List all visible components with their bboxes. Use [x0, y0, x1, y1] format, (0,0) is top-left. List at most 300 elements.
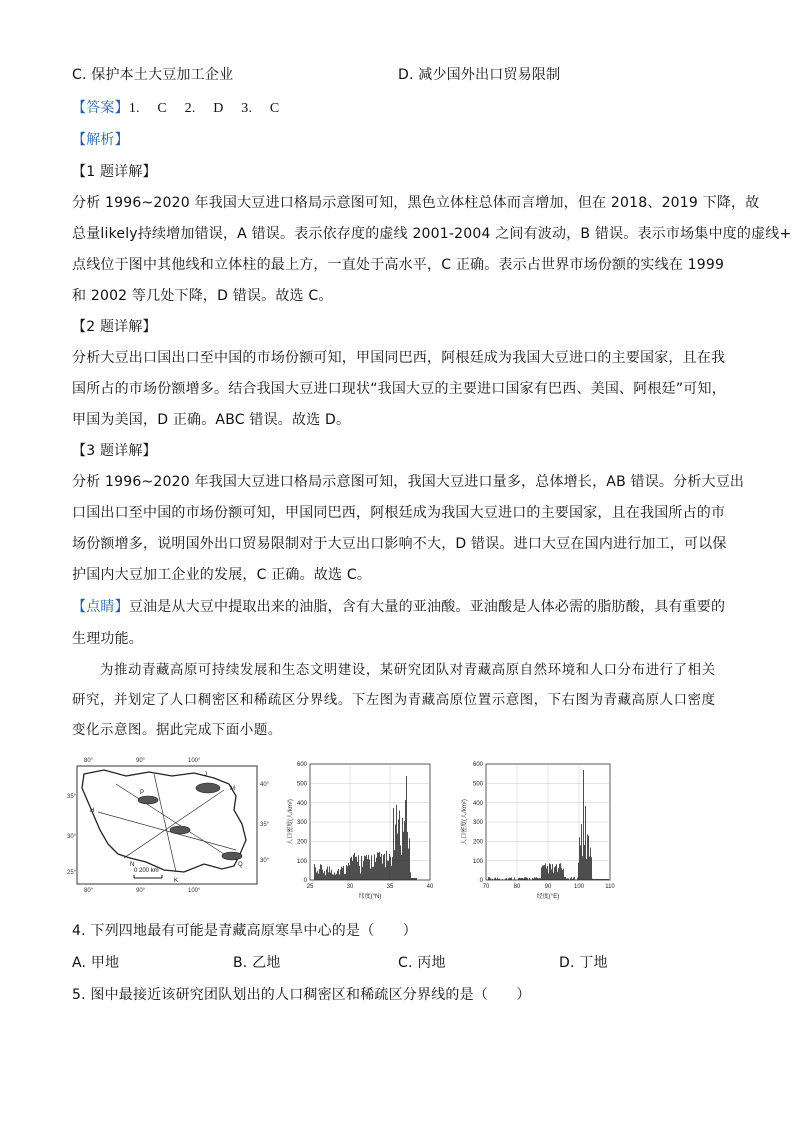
map-right-lat: 40° [260, 782, 270, 788]
density-bar [600, 879, 601, 880]
x-axis-label: 经度(°E) [536, 894, 560, 900]
map-letter: M [230, 786, 235, 792]
density-bar [543, 865, 544, 880]
density-bar [390, 857, 391, 880]
density-bar [401, 855, 402, 880]
density-bar [334, 872, 335, 880]
density-bar [599, 879, 600, 880]
tip-line-2: 生理功能。 [72, 631, 143, 647]
density-bar [490, 878, 491, 880]
density-bar [355, 857, 356, 880]
density-bar [553, 873, 554, 880]
map-bottom-lon: 90° [136, 888, 146, 894]
density-bar [384, 854, 385, 880]
density-bar [316, 873, 317, 880]
x-tick: 100 [573, 884, 585, 890]
density-bar [354, 853, 355, 880]
density-bar [552, 864, 553, 880]
q2-heading: 【2 题详解】 [72, 319, 157, 335]
density-bar [548, 873, 549, 880]
map-top-lon: 90° [136, 758, 146, 764]
density-bar [335, 875, 336, 880]
density-bar [546, 869, 547, 880]
density-bar [337, 871, 338, 880]
y-tick: 500 [296, 781, 307, 788]
y-tick: 0 [479, 878, 483, 884]
density-bar [318, 874, 319, 880]
density-bar [375, 862, 376, 880]
density-bar [416, 878, 417, 880]
density-bar [351, 857, 352, 880]
q4-option-b[interactable]: B. 乙地 [233, 955, 281, 971]
density-bar [391, 866, 392, 880]
density-bar [544, 865, 545, 880]
density-bar [336, 874, 337, 880]
density-bar [568, 878, 569, 880]
y-tick: 500 [472, 781, 483, 788]
option-c: C. 保护本土大豆加工企业 [72, 67, 234, 83]
density-bar [586, 859, 587, 880]
density-bar [559, 864, 560, 880]
x-tick: 90 [544, 884, 552, 890]
density-bar [380, 857, 381, 880]
density-bar [392, 857, 393, 880]
site-marker [196, 783, 220, 793]
density-bar [605, 879, 606, 880]
density-bar [496, 879, 497, 880]
analysis-label: 【解析】 [72, 132, 129, 148]
density-bar [530, 879, 531, 880]
density-bar [491, 879, 492, 880]
y-axis-label: 人口密度(人/km²) [288, 799, 294, 845]
density-bar [348, 863, 349, 880]
density-bar [342, 868, 343, 880]
tip-line-1 [72, 598, 725, 616]
density-bar [538, 878, 539, 880]
density-bar [488, 877, 489, 880]
density-bar [329, 866, 330, 880]
density-bar [527, 878, 528, 880]
density-bar [357, 862, 358, 880]
density-bar [529, 878, 530, 880]
density-bar [363, 861, 364, 880]
density-bar [566, 878, 567, 880]
density-bar [331, 870, 332, 880]
density-bar [356, 857, 357, 880]
density-bar [578, 863, 579, 880]
x-tick: 80 [513, 884, 521, 890]
density-bar [315, 867, 316, 880]
density-bar [328, 872, 329, 880]
density-bar [514, 878, 515, 880]
density-bar [382, 864, 383, 880]
density-bar [398, 819, 399, 880]
density-bar [408, 849, 409, 880]
density-bar [594, 879, 595, 880]
density-bar [526, 878, 527, 880]
density-bar [396, 805, 397, 880]
map-letter: H [90, 808, 95, 814]
density-bar [499, 878, 500, 880]
density-bar [349, 865, 350, 880]
density-bar [537, 878, 538, 880]
density-bar [378, 853, 379, 880]
density-bar [405, 800, 406, 880]
density-bar [573, 878, 574, 880]
q4-option-a[interactable]: A. 甲地 [72, 955, 120, 971]
density-bar [561, 868, 562, 880]
density-bar [606, 879, 607, 880]
density-bar [582, 856, 583, 880]
density-bar [369, 860, 370, 880]
density-bar [550, 864, 551, 880]
q2-line-2: 国所占的市场份额增多。结合我国大豆进口现状“我国大豆的主要进口国家有巴西、美国、阿根廷”可知， [72, 381, 726, 397]
density-bar [368, 855, 369, 880]
q1-line-1: 分析 1996~2020 年我国大豆进口格局示意图可知，黑色立体柱总体而言增加，但在 2018、2019 下降，故 [72, 195, 760, 211]
density-bar [577, 878, 578, 880]
density-bar [322, 870, 323, 880]
map-bottom-lon: 100° [188, 888, 201, 894]
density-bar [541, 867, 542, 880]
density-bar [492, 879, 493, 880]
density-bar [545, 863, 546, 880]
density-bar [397, 834, 398, 880]
density-bar [603, 879, 604, 880]
density-bar [534, 877, 535, 880]
map-left-lat: 25° [67, 870, 77, 876]
y-tick: 200 [296, 839, 307, 846]
density-bar [353, 855, 354, 880]
density-bar [388, 861, 389, 880]
q1-line-3: 点线位于图中其他线和立体柱的最上方，一直处于高水平，C 正确。表示占世界市场份额的实线在 1999 [72, 257, 725, 273]
map-letter: P [140, 790, 145, 796]
density-bar [574, 877, 575, 880]
density-bar [549, 863, 550, 880]
q3-line-1: 分析 1996~2020 年我国大豆进口格局示意图可知，我国大豆进口量多，总体增长，AB 错误。分析大豆出 [72, 474, 745, 490]
option-d: D. 减少国外出口贸易限制 [398, 67, 561, 83]
map-letter: Q [238, 862, 243, 868]
density-bar [562, 870, 563, 880]
density-bar [341, 867, 342, 880]
density-bar [540, 878, 541, 880]
density-bar [588, 836, 589, 880]
x-tick: 35 [386, 884, 394, 890]
density-bar [409, 838, 410, 880]
density-bar [394, 850, 395, 880]
density-bar [326, 869, 327, 880]
density-bar [509, 878, 510, 880]
site-marker [170, 826, 190, 834]
q4-stem: 4. 下列四地最有可能是青藏高原寒旱中心的是（ ） [72, 923, 418, 939]
density-bar [592, 879, 593, 880]
density-bar [365, 856, 366, 880]
density-bar [347, 866, 348, 880]
y-axis-label: 人口密度(人/km²) [462, 799, 468, 845]
y-tick: 100 [296, 859, 307, 865]
answer-label: 【答案】 [72, 100, 129, 116]
density-bar [317, 871, 318, 880]
density-bar [362, 867, 363, 880]
density-bar [589, 857, 590, 880]
density-bar [525, 877, 526, 880]
density-bar [372, 867, 373, 880]
density-bar [542, 866, 543, 880]
x-tick: 25 [306, 884, 314, 890]
density-bar [320, 864, 321, 880]
map-top-lon: 100° [188, 758, 201, 764]
density-bar [352, 861, 353, 880]
density-bar [361, 856, 362, 880]
density-bar [518, 878, 519, 880]
scale-label: 0 200 km [134, 868, 159, 874]
map-left-lat: 30° [67, 834, 77, 840]
density-bar [536, 877, 537, 880]
density-bar [585, 806, 586, 880]
map-right-lat: 35° [260, 822, 270, 828]
density-bar [323, 873, 324, 880]
density-bar [511, 878, 512, 880]
y-tick: 0 [303, 878, 307, 884]
y-tick: 200 [472, 839, 483, 846]
q3-heading: 【3 题详解】 [72, 443, 157, 459]
density-bar [379, 852, 380, 880]
q3-line-3: 场份额增多，说明国外出口贸易限制对于大豆出口影响不大，D 错误。进口大豆在国内进行加工，可以保 [72, 536, 727, 552]
density-bar [547, 866, 548, 880]
density-bar [563, 869, 564, 880]
density-bar [590, 848, 591, 880]
density-bar [407, 832, 408, 880]
density-bar [571, 877, 572, 880]
density-bar [564, 877, 565, 880]
density-bar [521, 878, 522, 880]
density-bar [389, 854, 390, 880]
density-bar [340, 870, 341, 880]
density-bar [558, 868, 559, 880]
answer-line [72, 99, 279, 118]
x-tick: 110 [605, 884, 615, 890]
q2-line-1: 分析大豆出口国出口至中国的市场份额可知，甲国同巴西，阿根廷成为我国大豆进口的主要国家，且在我 [72, 350, 726, 366]
density-bar [597, 879, 598, 880]
intro-line-1: 为推动青藏高原可持续发展和生态文明建设，某研究团队对青藏高原自然环境和人口分布进行了相关 [100, 663, 716, 678]
density-bar [584, 845, 585, 880]
location-map [64, 754, 274, 894]
density-bar [567, 878, 568, 880]
density-bar [495, 878, 496, 880]
density-bar [404, 821, 405, 880]
density-bar [345, 874, 346, 880]
density-bar [601, 879, 602, 880]
density-bar [376, 858, 377, 880]
tip-text: 豆油是从大豆中提取出来的油脂，含有大量的亚油酸。亚油酸是人体必需的脂肪酸，具有重要的 [128, 599, 726, 615]
density-bar [572, 879, 573, 880]
density-bar [608, 879, 609, 880]
density-bar [370, 869, 371, 880]
density-bar [413, 878, 414, 880]
density-bar [386, 851, 387, 880]
density-bar [523, 879, 524, 880]
density-bar [344, 874, 345, 880]
x-axis-label: 纬度(°N) [358, 894, 382, 900]
density-bar [367, 859, 368, 880]
density-bar [381, 854, 382, 880]
density-bar [339, 874, 340, 880]
density-bar [604, 879, 605, 880]
x-tick: 70 [482, 884, 490, 890]
density-bar [591, 857, 592, 880]
density-bar [321, 865, 322, 880]
q3-line-4: 护国内大豆加工企业的发展，C 正确。故选 C。 [72, 567, 372, 583]
density-bar [411, 878, 412, 880]
q1-heading: 【1 题详解】 [72, 164, 157, 180]
density-bar [595, 879, 596, 880]
density-bar [338, 869, 339, 880]
density-bar [512, 879, 513, 880]
density-bar [330, 873, 331, 880]
y-tick: 400 [472, 801, 483, 807]
boundary-line [154, 774, 176, 872]
density-bar [583, 770, 584, 880]
density-bar [524, 878, 525, 880]
map-top-lon: 80° [84, 758, 94, 764]
density-bar [508, 878, 509, 880]
density-bar [366, 855, 367, 880]
density-bar [359, 866, 360, 880]
density-bar [494, 878, 495, 880]
density-bar [350, 858, 351, 880]
density-bar [364, 856, 365, 880]
density-bar [520, 878, 521, 880]
density-bar [319, 869, 320, 880]
density-bar [406, 776, 407, 880]
density-bar [358, 855, 359, 880]
map-right-lat: 30° [260, 858, 270, 864]
x-tick: 30 [346, 884, 354, 890]
density-bar [385, 867, 386, 880]
density-bar [533, 879, 534, 880]
density-bar [374, 854, 375, 880]
density-bar [387, 860, 388, 880]
y-tick: 600 [296, 762, 307, 768]
map-letter: K [174, 878, 179, 884]
density-bar [532, 878, 533, 880]
density-bar [519, 878, 520, 880]
density-bar [522, 878, 523, 880]
density-bar [343, 866, 344, 880]
density-bar [556, 864, 557, 880]
density-bar [395, 824, 396, 880]
intro-line-2: 研究，并划定了人口稠密区和稀疏区分界线。下左图为青藏高原位置示意图，下右图为青藏高原人口密度 [72, 693, 716, 708]
x-tick: 40 [426, 884, 434, 890]
boundary-line [116, 784, 230, 858]
density-bar [502, 879, 503, 880]
density-bar [332, 874, 333, 880]
density-bar [325, 875, 326, 880]
density-bar [324, 871, 325, 880]
density-bar [587, 834, 588, 880]
density-bar [371, 855, 372, 880]
map-letter: N [130, 862, 135, 868]
density-bar [579, 837, 580, 880]
density-bar [327, 867, 328, 880]
q3-line-2: 口国出口至中国的市场份额可知，甲国同巴西，阿根廷成为我国大豆进口的主要国家，且在我国所占的市 [72, 505, 726, 521]
y-tick: 400 [296, 801, 307, 807]
y-tick: 600 [472, 762, 483, 768]
density-bar [373, 867, 374, 880]
density-bar [539, 878, 540, 880]
density-bar [333, 875, 334, 880]
longitude-density-chart [452, 756, 622, 900]
density-bar [412, 878, 413, 880]
q5-stem: 5. 图中最接近该研究团队划出的人口稠密区和稀疏区分界线的是（ ） [72, 987, 531, 1003]
density-bar [415, 878, 416, 880]
density-bar [489, 877, 490, 880]
density-bar [580, 845, 581, 880]
density-bar [598, 879, 599, 880]
density-bar [399, 811, 400, 880]
density-bar [314, 864, 315, 880]
density-bar [393, 808, 394, 880]
density-bar [497, 878, 498, 880]
density-bar [505, 879, 506, 880]
density-bar [565, 877, 566, 880]
site-marker [222, 852, 242, 860]
density-bar [581, 824, 582, 880]
latitude-density-chart [284, 756, 444, 900]
q1-line-4: 和 2002 等几处下降，D 错误。故选 C。 [72, 288, 333, 304]
density-bar [402, 818, 403, 880]
density-bar [593, 879, 594, 880]
density-bar [551, 869, 552, 880]
density-bar [602, 879, 603, 880]
tip-label: 【点睛】 [72, 599, 129, 615]
map-left-lat: 35° [67, 794, 77, 800]
density-bar [596, 879, 597, 880]
density-bar [535, 878, 536, 880]
q4-option-d[interactable]: D. 丁地 [559, 955, 608, 971]
plateau-outline [82, 770, 246, 872]
y-tick: 300 [296, 820, 307, 826]
density-bar [554, 867, 555, 880]
q1-line-2: 总量likely持续增加错误，A 错误。表示依存度的虚线 2001-2004 之间有波动，B 错误。表示市场集中度的虚线+ [72, 226, 792, 242]
density-bar [557, 872, 558, 880]
y-tick: 300 [472, 820, 483, 826]
map-letter: J [204, 772, 207, 778]
density-bar [403, 832, 404, 880]
density-bar [383, 855, 384, 880]
density-bar [400, 845, 401, 880]
density-bar [506, 878, 507, 880]
intro-line-3: 变化示意图。据此完成下面小题。 [72, 723, 282, 738]
density-bar [377, 852, 378, 880]
density-bar [560, 863, 561, 880]
density-bar [570, 878, 571, 880]
density-bar [410, 872, 411, 880]
density-bar [510, 878, 511, 880]
density-bar [607, 879, 608, 880]
answer-values: 1. C 2. D 3. C [128, 101, 280, 116]
map-bottom-lon: 80° [84, 888, 94, 894]
site-marker [138, 796, 158, 804]
y-tick: 100 [472, 859, 483, 865]
density-bar [360, 873, 361, 880]
density-bar [498, 879, 499, 880]
density-bar [414, 878, 415, 880]
density-bar [504, 879, 505, 880]
q2-line-3: 甲国为美国，D 正确。ABC 错误。故选 D。 [72, 412, 351, 428]
q4-option-c[interactable]: C. 丙地 [398, 955, 446, 971]
density-bar [346, 865, 347, 880]
density-bar [555, 866, 556, 880]
